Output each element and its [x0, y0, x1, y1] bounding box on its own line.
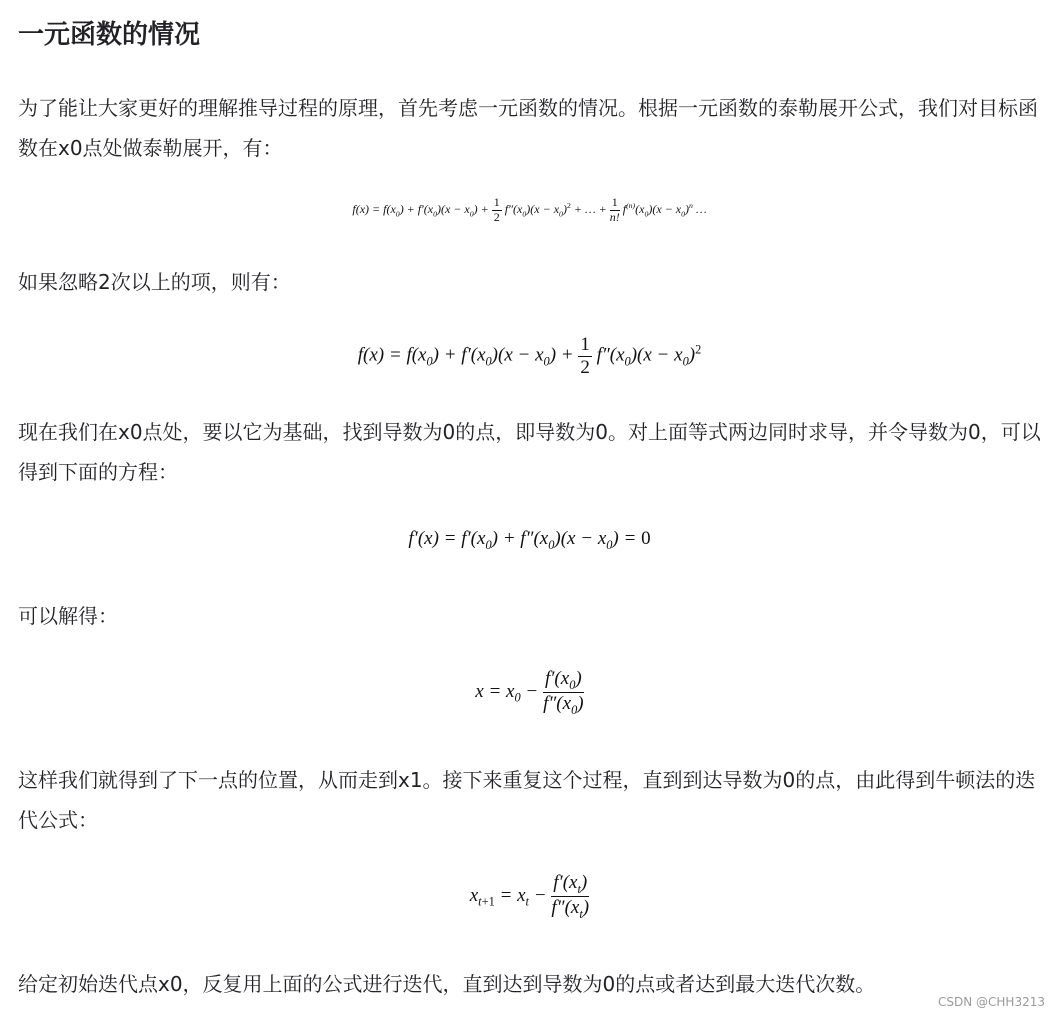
section-heading: 一元函数的情况 [18, 20, 201, 50]
equation-taylor-full: $f(x) = f(x_0) + f'(x_0)(x - x_0)$ + $\frac{1}{2}$ $f''(x_0)(x - x_0)^2$ + … + $\frac{1}{n!}$ $f^{(n)}(x_0)(x - x_0)^n$ … [352, 195, 707, 224]
paragraph-solve: 可以解得： [18, 604, 118, 628]
paragraph-ignore-terms: 如果忽略2次以上的项，则有： [18, 270, 291, 294]
paragraph-conclusion: 给定初始迭代点x0，反复用上面的公式进行迭代，直到达到导数为0的点或者达到最大迭代次数。 [18, 972, 876, 996]
paragraph-derivative: 现在我们在x0点处，要以它为基础，找到导数为0的点，即导数为0。对上面等式两边同时求导，并令导数为0，可以得到下面的方程： [18, 420, 1041, 484]
paragraph-intro: 为了能让大家更好的理解推导过程的原理，首先考虑一元函数的情况。根据一元函数的泰勒展开公式，我们对目标函数在x0点处做泰勒展开，有： [18, 96, 1038, 160]
equation-derivative: $f'(x) = f'(x_0) + f''(x_0)(x - x_0) = 0$ [408, 528, 651, 552]
paragraph-iteration: 这样我们就得到了下一点的位置，从而走到x1。接下来重复这个过程，直到到达导数为0的点，由此得到牛顿法的迭代公式： [18, 768, 1036, 832]
watermark: CSDN @CHH3213 [938, 995, 1045, 1009]
equation-solution: $x = x_0$ − $\frac{f'(x_0)}{f''(x_0)}$ [475, 668, 584, 717]
equation-taylor-second-order: $f(x) = f(x_0) + f'(x_0)(x - x_0)$ + $\frac{1}{2}$ $f''(x_0)(x - x_0)^2$ [357, 334, 702, 378]
equation-newton-iteration: $x_{t+1} = x_t$ − $\frac{f'(x_t)}{f''(x_t)}$ [469, 872, 590, 921]
